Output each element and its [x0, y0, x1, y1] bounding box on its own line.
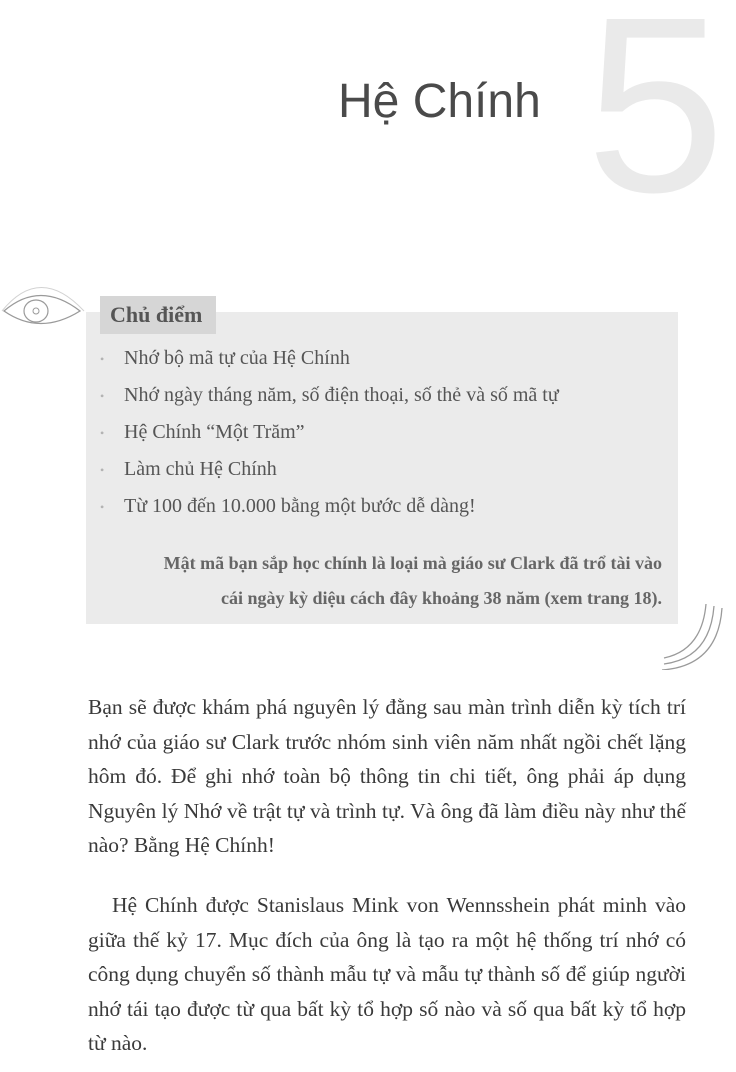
bullet-icon: • — [100, 351, 105, 366]
chapter-title: Hệ Chính — [338, 75, 541, 128]
body-paragraph-2: Hệ Chính được Stanislaus Mink von Wennsshein phát minh vào giữa thế kỷ 17. Mục đích của ông là tạo ra một hệ thống trí nhớ có công dụng chuyển số thành mẫu tự và mẫu tự thành số để giúp người nhớ tái tạo được từ qua bất kỳ tổ hợp số nào và số qua bất kỳ tổ hợp từ nào. — [88, 893, 686, 1055]
list-item: • Làm chủ Hệ Chính — [100, 451, 559, 488]
chapter-number: 5 — [586, 0, 726, 244]
key-points-note — [116, 546, 662, 616]
list-item: • Nhớ ngày tháng năm, số điện thoại, số thẻ và số mã tự — [100, 377, 559, 414]
list-item: • Từ 100 đến 10.000 bằng một bước dễ dàng! — [100, 488, 559, 525]
eye-icon — [0, 270, 86, 350]
key-points-label: Chủ điểm — [100, 296, 216, 334]
list-item: • Hệ Chính “Một Trăm” — [100, 414, 559, 451]
bullet-icon: • — [100, 425, 105, 440]
list-item: • Nhớ bộ mã tự của Hệ Chính — [100, 340, 559, 377]
key-points-list — [100, 340, 559, 525]
sound-arcs-icon — [660, 600, 730, 670]
note-line-2: cái ngày kỳ diệu cách đây khoảng 38 năm (xem trang 18). — [220, 588, 662, 608]
bullet-icon: • — [100, 388, 105, 403]
note-line-1: Mật mã bạn sắp học chính là loại mà giáo sư Clark đã trổ tài vào — [163, 553, 662, 573]
bullet-icon: • — [100, 462, 105, 477]
body-paragraph-1: Bạn sẽ được khám phá nguyên lý đằng sau màn trình diễn kỳ tích trí nhớ của giáo sư Clark trước nhóm sinh viên năm nhất ngồi chết lặng hôm đó. Để ghi nhớ toàn bộ thông tin chi tiết, ông phải áp dụng Nguyên lý Nhớ về trật tự và trình tự. Và ông đã làm điều này như thế nào? Bằng Hệ Chính! — [88, 695, 686, 857]
bullet-icon: • — [100, 499, 105, 514]
